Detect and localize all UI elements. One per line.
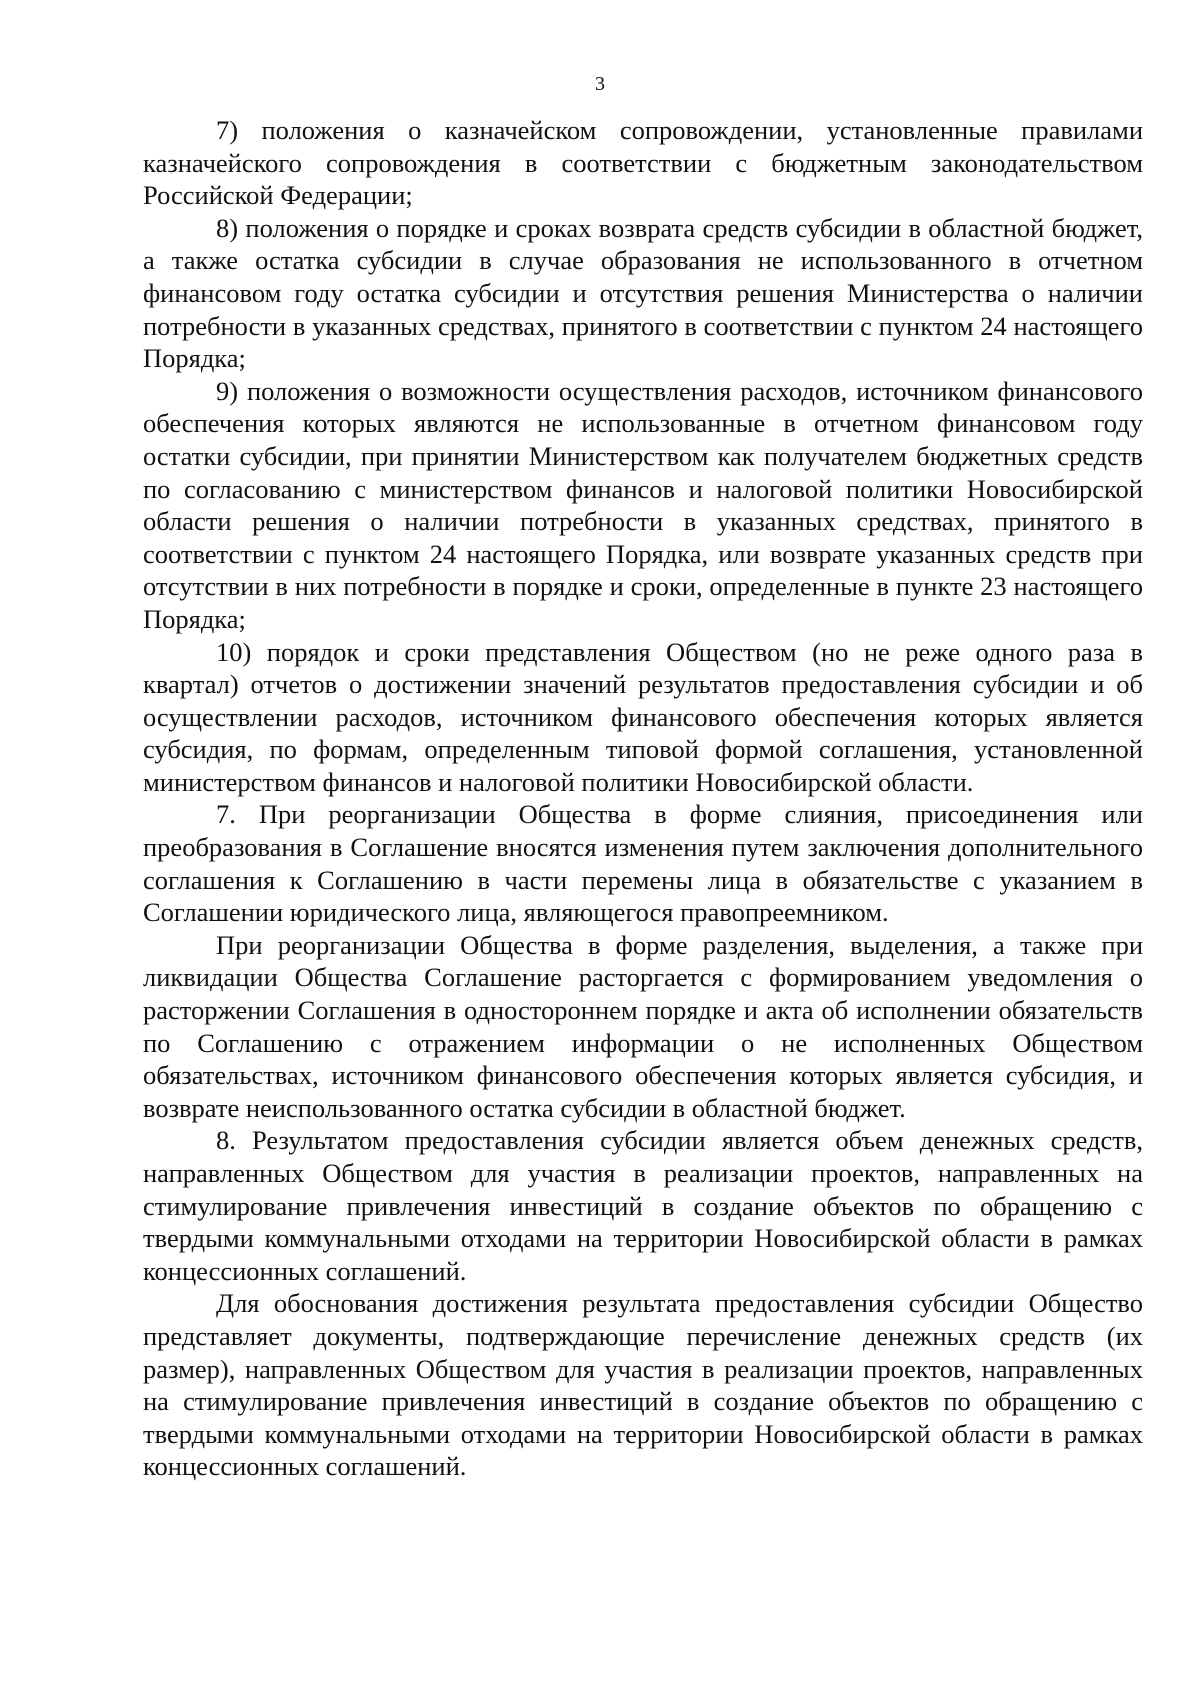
paragraph-item-9: 9) положения о возможности осуществления расходов, источником финансового обеспечения которых являются не использованные в отчетном финансовом году остатки субсидии, при принятии Министерством как получателем бюджетных средств по согласованию с министерством финансов и налоговой политики Новосибирской области решения о наличии потребности в указанных средствах, принятого в соответствии с пунктом 24 настоящего Порядка, или возврате указанных средств при отсутствии в них потребности в порядке и сроки, определенные в пункте 23 настоящего Порядка; [143, 375, 1143, 634]
paragraph-section-7: 7. При реорганизации Общества в форме слияния, присоединения или преобразования в Соглашение вносятся изменения путем заключения дополнительного соглашения к Соглашению в части перемены лица в обязательстве с указанием в Соглашении юридического лица, являющегося правопреемником. [143, 799, 1143, 928]
paragraph-section-8: 8. Результатом предоставления субсидии является объем денежных средств, направленных Обществом для участия в реализации проектов, направленных на стимулирование привлечения инвестиций в создание объектов по обращению с твердыми коммунальными отходами на территории Новосибирской области в рамках концессионных соглашений. [143, 1125, 1143, 1286]
paragraph-item-10: 10) порядок и сроки представления Обществом (но не реже одного раза в квартал) отчетов о достижении значений результатов предоставления субсидии и об осуществлении расходов, источником финансового обеспечения которых является субсидия, по формам, определенным типовой формой соглашения, установленной министерством финансов и налоговой политики Новосибирской области. [143, 636, 1143, 797]
page-number: 3 [595, 73, 605, 95]
paragraph-section-7-continued: При реорганизации Общества в форме разделения, выделения, а также при ликвидации Общества Соглашение расторгается с формированием уведомления о расторжении Соглашения в одностороннем порядке и акта об исполнении обязательств по Соглашению с отражением информации о не исполненных Обществом обязательствах, источником финансового обеспечения которых является субсидия, и возврате неиспользованного остатка субсидии в областной бюджет. [143, 929, 1143, 1123]
paragraph-item-7: 7) положения о казначейском сопровождении, установленные правилами казначейского сопровождения в соответствии с бюджетным законодательством Российской Федерации; [143, 115, 1143, 211]
paragraph-section-8-continued: Для обоснования достижения результата предоставления субсидии Общество представляет документы, подтверждающие перечисление денежных средств (их размер), направленных Обществом для участия в реализации проектов, направленных на стимулирование привлечения инвестиций в создание объектов по обращению с твердыми коммунальными отходами на территории Новосибирской области в рамках концессионных соглашений. [143, 1288, 1143, 1482]
paragraph-item-8: 8) положения о порядке и сроках возврата средств субсидии в областной бюджет, а также остатка субсидии в случае образования не использованного в отчетном финансовом году остатка субсидии и отсутствия решения Министерства о наличии потребности в указанных средствах, принятого в соответствии с пунктом 24 настоящего Порядка; [143, 212, 1143, 374]
document-body [143, 114, 1143, 1483]
